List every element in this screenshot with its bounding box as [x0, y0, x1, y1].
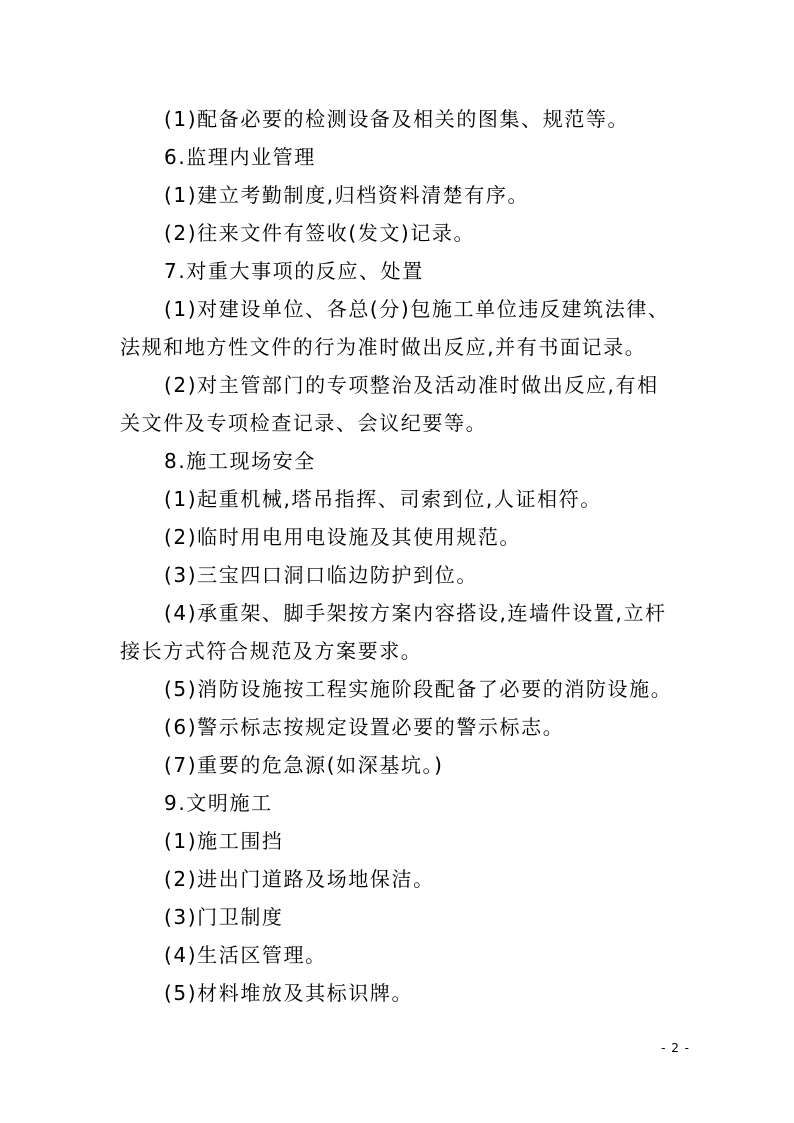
section-heading-8: 8.施工现场安全 — [164, 449, 316, 473]
text-line-continuation: 关文件及专项检查记录、会议纪要等。 — [120, 411, 488, 435]
text-line: (1)建立考勤制度,归档资料清楚有序。 — [164, 183, 530, 207]
section-heading-6: 6.监理内业管理 — [164, 145, 316, 169]
section-heading-7: 7.对重大事项的反应、处置 — [164, 259, 424, 283]
document-body — [120, 100, 680, 1012]
text-line: (2)进出门道路及场地保洁。 — [164, 867, 435, 891]
text-line: (5)材料堆放及其标识牌。 — [164, 981, 414, 1005]
text-line: (2)临时用电用电设施及其使用规范。 — [164, 525, 522, 549]
text-line: (1)起重机械,塔吊指挥、司索到位,人证相符。 — [164, 487, 602, 511]
text-line: (1)施工围挡 — [164, 829, 284, 853]
text-line: (7)重要的危急源(如深基坑。) — [164, 753, 444, 777]
text-line: (1)对建设单位、各总(分)包施工单位违反建筑法律、 — [164, 297, 670, 321]
text-line: (3)门卫制度 — [164, 905, 284, 929]
text-line: (3)三宝四口洞口临边防护到位。 — [164, 563, 478, 587]
text-line: (2)往来文件有签收(发文)记录。 — [164, 221, 476, 245]
section-heading-9: 9.文明施工 — [164, 791, 273, 815]
page-number: - 2 - — [661, 1041, 690, 1055]
text-line-continuation: 法规和地方性文件的行为准时做出反应,并有书面记录。 — [120, 335, 647, 359]
text-line: (4)承重架、脚手架按方案内容搭设,连墙件设置,立杆 — [164, 601, 667, 625]
text-line: (2)对主管部门的专项整治及活动准时做出反应,有相 — [164, 373, 659, 397]
text-line-continuation: 接长方式符合规范及方案要求。 — [120, 639, 423, 663]
text-line: (5)消防设施按工程实施阶段配备了必要的消防设施。 — [164, 677, 673, 701]
text-line: (6)警示标志按规定设置必要的警示标志。 — [164, 715, 565, 739]
text-line: (1)配备必要的检测设备及相关的图集、规范等。 — [164, 107, 630, 131]
text-line: (4)生活区管理。 — [164, 943, 327, 967]
